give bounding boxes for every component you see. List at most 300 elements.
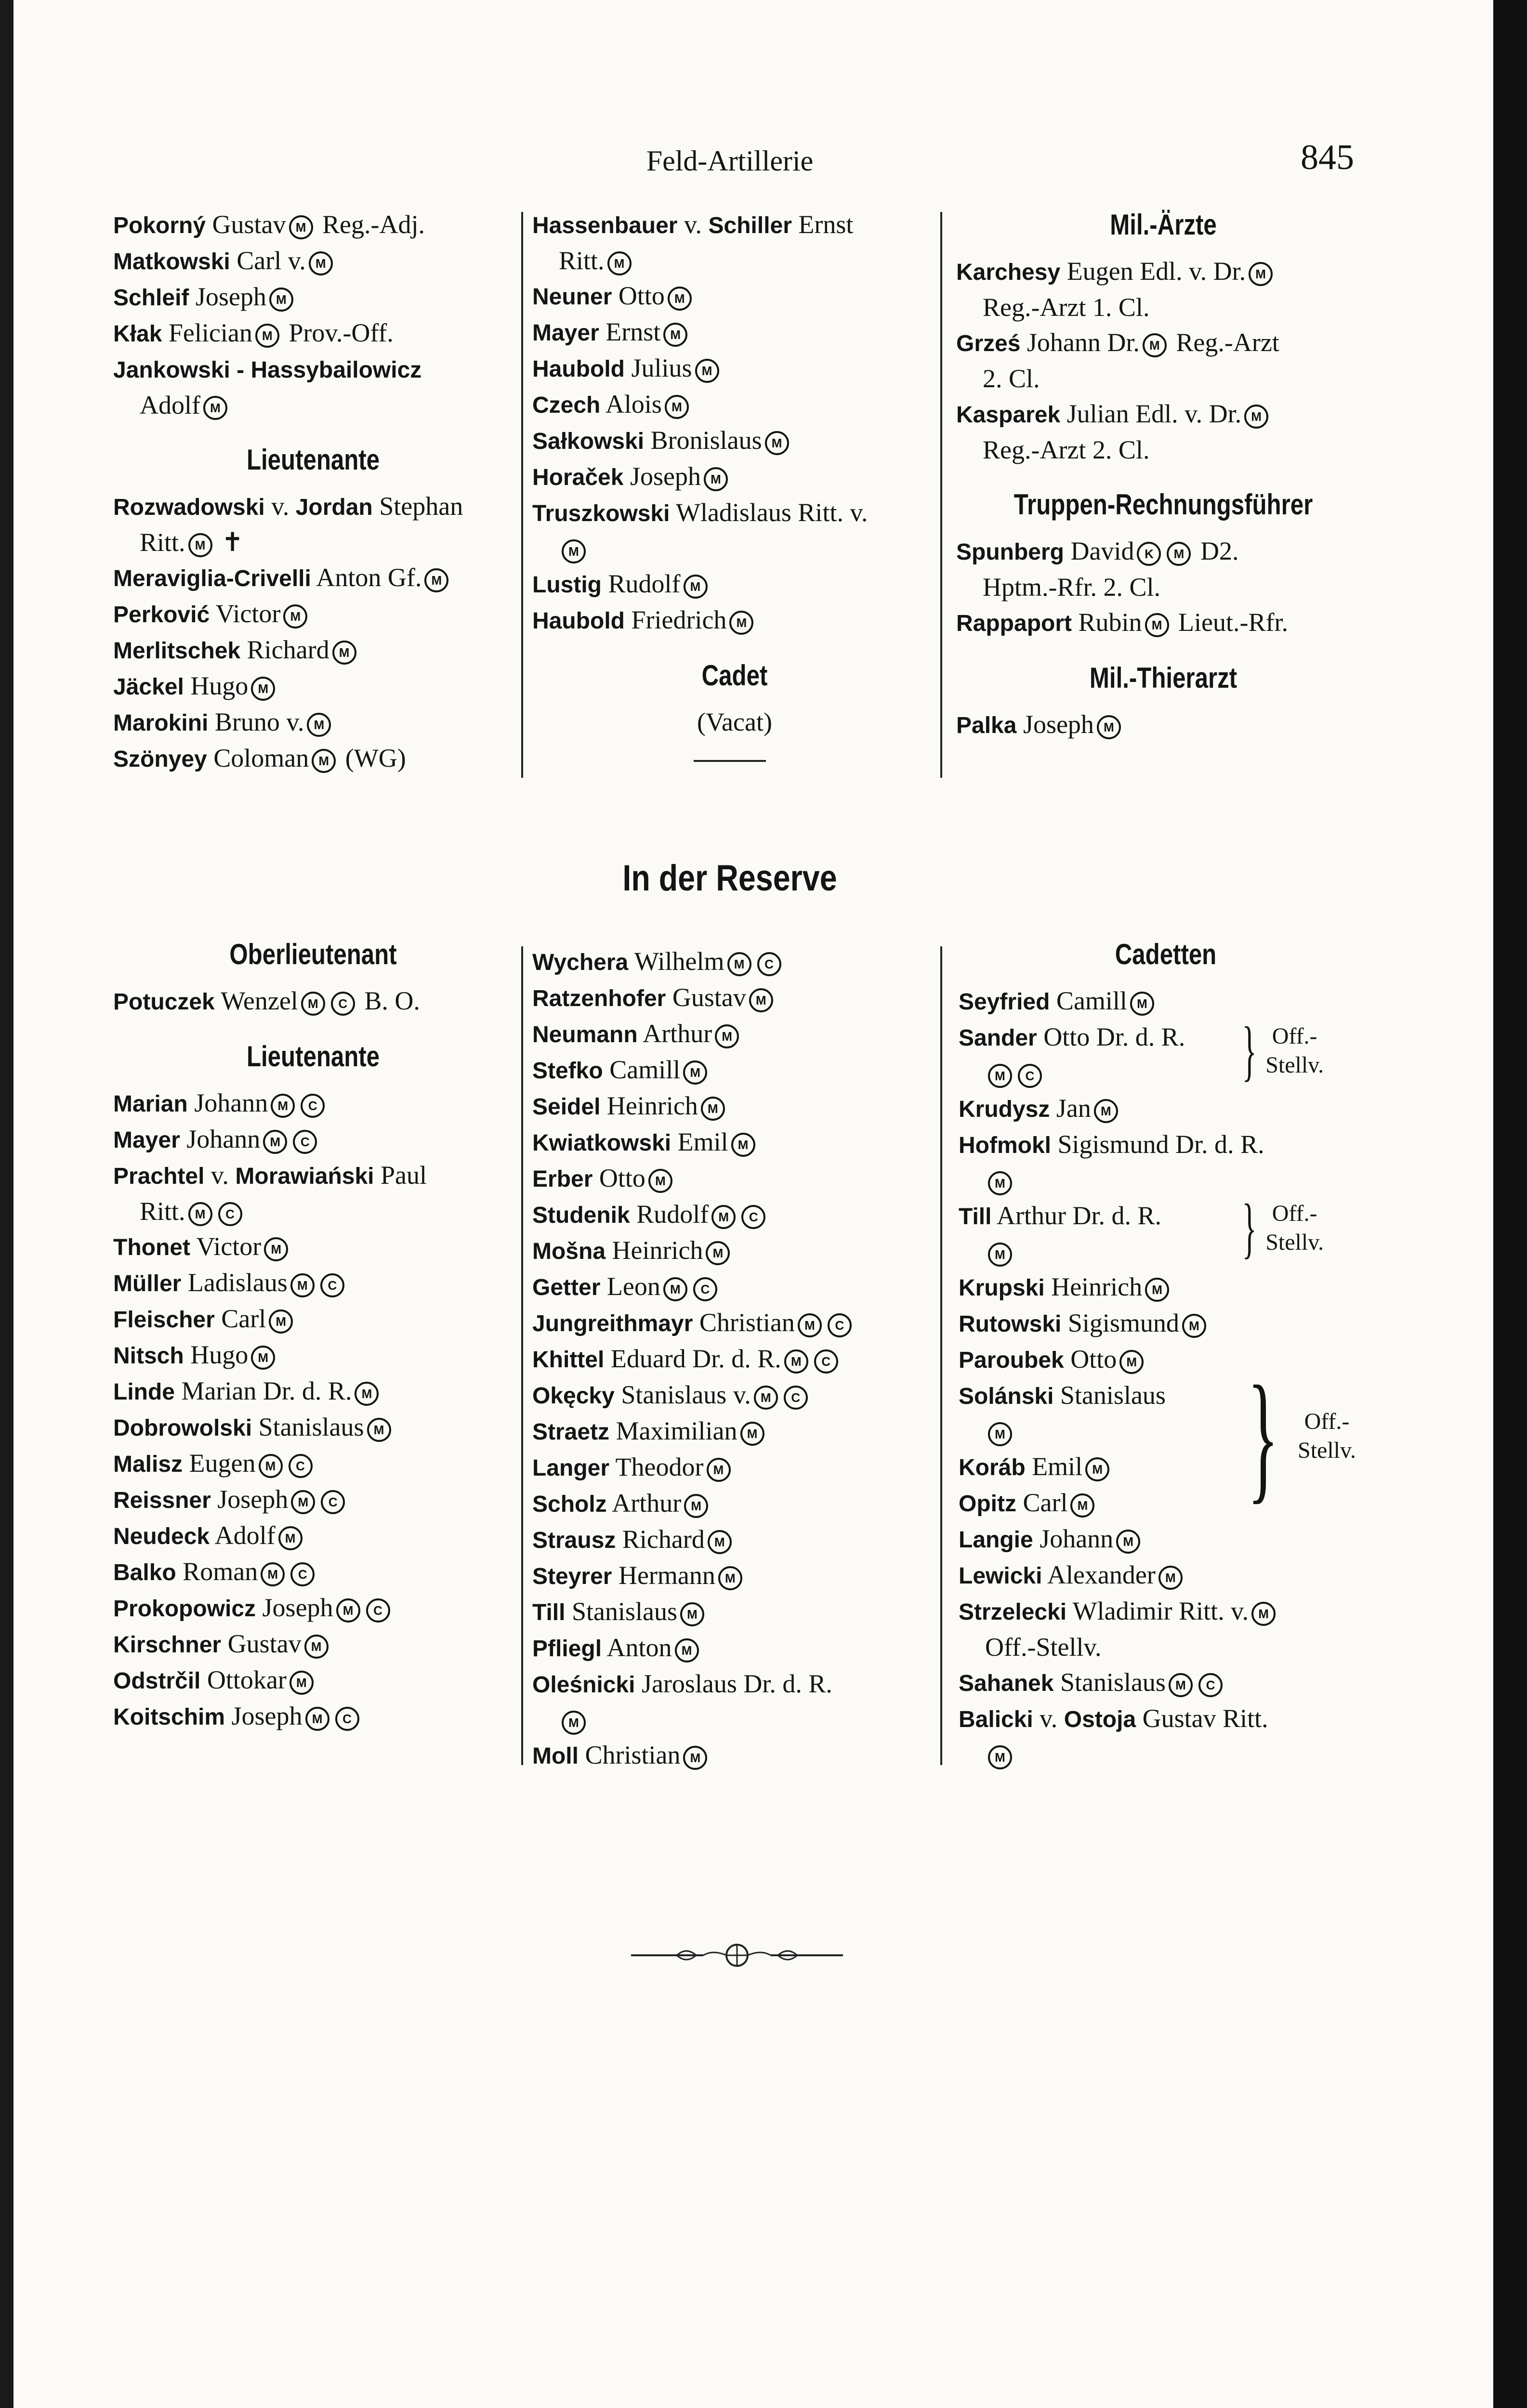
given-name: Rudolf: [630, 1200, 709, 1229]
entry-continuation: Hptm.-Rfr. 2. Cl.: [983, 573, 1161, 602]
given-name: Felician: [162, 318, 252, 347]
entry-continuation: Reg.-Arzt 1. Cl.: [983, 293, 1150, 322]
given-name: Bronislaus: [644, 426, 762, 455]
surname: Scholz: [532, 1492, 607, 1517]
reserve-column-2: [532, 944, 937, 1774]
surname: Rozwadowski: [113, 495, 265, 520]
given-name: Arthur: [606, 1489, 682, 1518]
given-name: Anton: [602, 1633, 672, 1662]
given-name: v.: [1033, 1704, 1064, 1733]
rank-note: Reg.-Adj.: [316, 210, 425, 239]
surname: Erber: [532, 1166, 593, 1192]
list-entry: [956, 605, 1370, 641]
surname: Lustig: [532, 572, 602, 598]
surname: Oleśnicki: [532, 1672, 635, 1698]
reserve-title: In der Reserve: [622, 858, 837, 899]
m-mark-icon: M: [708, 1530, 732, 1554]
surname: Merlitschek: [113, 638, 241, 664]
surname: Haubold: [532, 356, 625, 382]
surname-second: Schiller: [708, 213, 792, 238]
list-entry: [532, 1233, 937, 1269]
list-entry: [532, 980, 937, 1016]
given-name: Ladislaus: [181, 1268, 288, 1297]
surname: Thonet: [113, 1235, 190, 1260]
surname: Prokopowicz: [113, 1596, 256, 1622]
m-mark-icon: M: [1143, 333, 1167, 357]
m-mark-icon: M: [731, 1133, 755, 1157]
m-mark-icon: M: [648, 1169, 672, 1193]
list-entry: [113, 1374, 513, 1410]
given-name: Ernst: [599, 317, 661, 346]
surname: Strzelecki: [959, 1599, 1067, 1625]
surname: Kłak: [113, 321, 162, 347]
given-name: Anton Gf.: [311, 563, 422, 592]
surname: Seidel: [532, 1094, 601, 1120]
list-entry: [959, 1630, 1373, 1665]
brace-glyph: }: [1242, 1013, 1257, 1088]
surname: Hassenbauer: [532, 213, 678, 238]
list-entry: [113, 1122, 513, 1158]
surname: Fleischer: [113, 1307, 215, 1333]
given-name: Julius: [624, 353, 692, 382]
brace-glyph: }: [1247, 1356, 1279, 1516]
c-mark-icon: C: [784, 1386, 808, 1410]
m-mark-icon: M: [290, 1671, 314, 1695]
m-mark-icon: M: [707, 1458, 731, 1482]
m-mark-icon: M: [784, 1349, 808, 1374]
m-mark-icon: M: [1070, 1493, 1094, 1518]
doctor-list: [956, 254, 1370, 468]
m-mark-icon: M: [727, 952, 751, 976]
list-entry: [113, 1662, 513, 1699]
m-mark-icon: M: [1097, 715, 1121, 739]
list-entry: [959, 1737, 1373, 1772]
top-column-1: [113, 207, 513, 777]
c-mark-icon: C: [290, 1562, 315, 1586]
short-rule: [694, 760, 766, 762]
given-name: Johann: [187, 1088, 268, 1117]
section-heading-cadet: Cadet: [701, 659, 768, 692]
given-name: Marian Dr. d. R.: [175, 1376, 352, 1405]
veterinarian-list: [956, 707, 1370, 743]
column-divider: [521, 212, 523, 778]
brace-group-2: [1233, 1191, 1324, 1265]
given-name: Richard: [240, 635, 329, 664]
given-name: Jan: [1050, 1094, 1091, 1123]
m-mark-icon: M: [251, 1346, 275, 1370]
c-mark-icon: C: [331, 992, 355, 1016]
m-mark-icon: M: [665, 395, 689, 419]
m-mark-icon: M: [1182, 1314, 1206, 1338]
given-name: Otto: [1064, 1345, 1117, 1374]
given-name: Stephan: [372, 492, 463, 521]
list-entry: [956, 325, 1370, 361]
given-name: Johann: [1033, 1524, 1114, 1553]
surname: Opitz: [959, 1491, 1016, 1517]
given-name: Wladimir Ritt. v.: [1066, 1597, 1249, 1625]
given-name: Eduard Dr. d. R.: [604, 1344, 781, 1373]
list-entry: [532, 1522, 937, 1558]
brace-glyph: }: [1242, 1191, 1257, 1265]
section-heading-lieutenante: Lieutenante: [246, 1040, 380, 1073]
m-mark-icon: M: [718, 1566, 742, 1590]
list-entry: [532, 1666, 937, 1702]
list-entry: [532, 1630, 937, 1666]
list-entry: [532, 1161, 937, 1197]
m-mark-icon: M: [336, 1598, 360, 1623]
m-mark-icon: M: [367, 1418, 391, 1442]
m-mark-icon: M: [203, 396, 227, 420]
given-name: Sigismund Dr. d. R.: [1051, 1130, 1264, 1159]
given-name: Johann Dr.: [1020, 328, 1140, 357]
section-heading-oberlieutenant: Oberlieutenant: [229, 938, 397, 970]
surname: Truszkowski: [532, 501, 670, 526]
rank-note: B. O.: [357, 986, 420, 1015]
c-mark-icon: C: [693, 1277, 717, 1301]
surname: Malisz: [113, 1452, 183, 1477]
given-name: Emil: [1025, 1452, 1083, 1481]
brace-label: Off.- Stellv.: [1298, 1409, 1356, 1463]
rank-note: Prov.-Off.: [282, 318, 394, 347]
list-entry: [113, 1446, 513, 1482]
m-mark-icon: M: [711, 1205, 736, 1229]
entry-continuation: Off.-Stellv.: [985, 1633, 1102, 1662]
m-mark-icon: M: [1116, 1530, 1140, 1554]
given-name: Camill: [603, 1055, 681, 1084]
list-entry: [532, 495, 937, 531]
surname: Sahanek: [959, 1671, 1054, 1696]
m-mark-icon: M: [424, 568, 448, 592]
list-entry: [959, 1306, 1373, 1342]
given-name: Joseph: [225, 1701, 303, 1730]
given-name: Bruno v.: [208, 707, 304, 736]
given-name: Otto: [612, 281, 665, 310]
list-entry: [959, 1127, 1373, 1163]
m-mark-icon: M: [1145, 613, 1169, 637]
m-mark-icon: M: [263, 1130, 287, 1154]
given-name: Alois: [600, 390, 662, 419]
list-entry: [532, 243, 937, 278]
surname: Prachtel: [113, 1164, 205, 1189]
given-name: Ernst: [791, 210, 854, 239]
surname: Seyfried: [959, 989, 1050, 1015]
list-entry: [959, 1091, 1373, 1127]
officer-list: [113, 207, 513, 423]
m-mark-icon: M: [988, 1422, 1012, 1446]
list-entry: [113, 1482, 513, 1518]
surname: Grześ: [956, 331, 1021, 356]
list-entry: [532, 1016, 937, 1052]
surname: Solánski: [959, 1384, 1054, 1409]
list-entry: [959, 1521, 1373, 1557]
list-entry: [532, 1594, 937, 1630]
given-name: Leon: [600, 1272, 660, 1301]
list-entry: [113, 560, 513, 596]
m-mark-icon: M: [355, 1382, 379, 1406]
surname: Hofmokl: [959, 1133, 1051, 1158]
surname: Till: [532, 1600, 566, 1625]
surname: Okęcky: [532, 1383, 615, 1409]
given-name: Rubin: [1072, 608, 1142, 637]
m-mark-icon: M: [278, 1526, 303, 1550]
surname: Jungreithmayr: [532, 1311, 693, 1336]
section-heading-thierarzt: Mil.-Thierarzt: [1089, 662, 1237, 694]
surname: Spunberg: [956, 539, 1064, 565]
m-mark-icon: M: [1094, 1099, 1118, 1123]
list-entry: [959, 1163, 1373, 1198]
surname: Dobrowolski: [113, 1415, 252, 1441]
surname: Strausz: [532, 1528, 616, 1553]
surname: Neumann: [532, 1022, 638, 1047]
given-name: Heinrich: [1044, 1272, 1143, 1301]
surname: Krupski: [959, 1275, 1045, 1301]
surname: Palka: [956, 713, 1017, 738]
given-name: Otto: [592, 1164, 645, 1192]
c-mark-icon: C: [741, 1205, 765, 1229]
m-mark-icon: M: [264, 1237, 288, 1261]
m-mark-icon: M: [675, 1638, 699, 1662]
c-mark-icon: C: [1018, 1064, 1042, 1088]
surname: Schleif: [113, 285, 189, 311]
given-name: Gustav Ritt.: [1136, 1704, 1268, 1733]
surname: Jankowski - Hassybailowicz: [113, 357, 422, 383]
list-entry: [959, 1665, 1373, 1701]
given-name: Christian: [578, 1741, 681, 1769]
given-name: Stanislaus: [1053, 1381, 1166, 1410]
m-mark-icon: M: [251, 677, 275, 701]
m-mark-icon: M: [261, 1562, 285, 1586]
m-mark-icon: M: [1130, 992, 1154, 1016]
given-name: Ottokar: [200, 1665, 287, 1694]
surname: Sander: [959, 1025, 1037, 1051]
surname: Till: [959, 1204, 992, 1230]
list-entry: [532, 944, 937, 980]
reserve-lieutenant-list: [532, 944, 937, 1774]
given-name: Jaroslaus Dr. d. R.: [635, 1669, 832, 1698]
reserve-oberlieutenant-list: [113, 983, 513, 1020]
scan-edge-left: [0, 0, 13, 2408]
m-mark-icon: M: [291, 1490, 315, 1514]
m-mark-icon: M: [332, 641, 356, 665]
surname: Koitschim: [113, 1704, 225, 1730]
given-name: Friedrich: [624, 605, 727, 634]
list-entry: [532, 1341, 937, 1377]
column-divider: [521, 946, 523, 1765]
cadet-vacat: (Vacat): [697, 707, 772, 736]
m-mark-icon: M: [695, 359, 719, 383]
surname: Rutowski: [959, 1311, 1062, 1337]
c-mark-icon: C: [321, 1490, 345, 1514]
brace-group-1: [1233, 1013, 1324, 1088]
list-entry: [956, 396, 1370, 432]
m-mark-icon: M: [988, 1171, 1012, 1195]
m-mark-icon: M: [740, 1422, 764, 1446]
given-name: Maximilian: [609, 1416, 737, 1445]
m-mark-icon: M: [798, 1313, 822, 1337]
m-mark-icon: M: [269, 1309, 293, 1334]
reserve-lieutenant-list: [113, 1086, 513, 1735]
m-mark-icon: M: [562, 539, 586, 563]
surname: Horaček: [532, 465, 624, 490]
scan-edge-right: [1493, 0, 1527, 2408]
surname: Neudeck: [113, 1524, 210, 1549]
given-name: Hugo: [184, 1340, 249, 1369]
list-entry: [113, 279, 513, 315]
surname: Studenik: [532, 1203, 630, 1228]
list-entry: [532, 351, 937, 387]
list-entry: [532, 459, 937, 495]
c-mark-icon: C: [814, 1349, 838, 1374]
list-entry: [113, 1410, 513, 1446]
paymaster-list: [956, 534, 1370, 641]
given-name: Alexander: [1042, 1560, 1156, 1589]
entry-continuation: Adolf: [140, 391, 200, 419]
m-mark-icon: M: [271, 1094, 295, 1118]
list-entry: [959, 1269, 1373, 1306]
list-entry: [113, 315, 513, 352]
given-name: Joseph: [189, 282, 266, 311]
rank-note: D2.: [1194, 537, 1239, 565]
given-name: Carl: [1016, 1488, 1068, 1517]
m-mark-icon: M: [188, 533, 212, 557]
surname: Neuner: [532, 284, 612, 310]
m-mark-icon: M: [301, 992, 325, 1016]
m-mark-icon: M: [1251, 1602, 1276, 1626]
column-divider: [940, 212, 942, 778]
entry-continuation: Ritt.: [559, 246, 605, 275]
surname: Kwiatkowski: [532, 1130, 671, 1156]
surname: Pfliegl: [532, 1636, 602, 1662]
given-name: Adolf: [210, 1521, 276, 1550]
m-mark-icon: M: [701, 1097, 725, 1121]
list-entry: [113, 741, 513, 777]
list-entry: [532, 314, 937, 351]
surname: Kasparek: [956, 402, 1061, 428]
given-name: Arthur Dr. d. R.: [991, 1201, 1161, 1230]
given-name: Hugo: [184, 671, 249, 700]
given-name: Hermann: [612, 1561, 715, 1590]
m-mark-icon: M: [290, 1273, 315, 1297]
given-name: Joseph: [1016, 710, 1094, 739]
brace-label: Off.- Stellv.: [1265, 1201, 1324, 1255]
list-entry: [959, 1594, 1373, 1630]
list-entry: [113, 1158, 513, 1194]
surname: Marokini: [113, 710, 209, 736]
lieutenant-list: [113, 489, 513, 777]
list-entry: [532, 566, 937, 602]
m-mark-icon: M: [312, 749, 336, 773]
list-entry: [532, 602, 937, 639]
list-entry: [532, 1052, 937, 1088]
list-entry: [956, 254, 1370, 290]
page-number: 845: [1301, 138, 1354, 177]
list-entry: [113, 1337, 513, 1374]
surname: Steyrer: [532, 1564, 612, 1589]
list-entry: [532, 1088, 937, 1125]
m-mark-icon: M: [729, 611, 753, 635]
surname: Müller: [113, 1271, 182, 1296]
given-name: Paul: [374, 1161, 427, 1190]
m-mark-icon: M: [269, 288, 293, 312]
list-entry: [532, 1558, 937, 1594]
list-entry: [113, 1590, 513, 1626]
surname: Mošna: [532, 1239, 606, 1264]
entry-continuation: Ritt.: [140, 1197, 185, 1226]
list-entry: [532, 1486, 937, 1522]
cadetten-list: [959, 983, 1373, 1772]
list-entry: [113, 596, 513, 632]
officer-list: [532, 207, 937, 639]
surname-second: Ostoja: [1064, 1707, 1136, 1732]
top-column-2: [532, 207, 937, 740]
top-column-3: [956, 207, 1370, 743]
m-mark-icon: M: [1169, 1673, 1193, 1697]
surname: Balicki: [959, 1707, 1033, 1732]
m-mark-icon: M: [663, 1277, 687, 1301]
column-divider: [940, 946, 942, 1765]
given-name: Gustav: [666, 983, 746, 1012]
m-mark-icon: M: [289, 215, 313, 239]
list-entry: [113, 1301, 513, 1337]
list-entry: [113, 243, 513, 279]
list-entry: [532, 1269, 937, 1305]
entry-continuation: Reg.-Arzt 2. Cl.: [983, 435, 1150, 464]
c-mark-icon: C: [1198, 1673, 1223, 1697]
section-heading-cadetten: Cadetten: [1115, 938, 1217, 970]
m-mark-icon: M: [684, 1494, 708, 1518]
surname: Krudysz: [959, 1097, 1050, 1122]
c-mark-icon: C: [757, 952, 781, 976]
surname: Reissner: [113, 1488, 211, 1513]
c-mark-icon: C: [335, 1707, 359, 1731]
list-entry: [956, 707, 1370, 743]
surname: Rappaport: [956, 611, 1072, 636]
list-entry: [956, 290, 1370, 325]
entry-continuation: 2. Cl.: [983, 364, 1040, 393]
given-name: Wilhelm: [628, 947, 724, 976]
list-entry: [532, 1305, 937, 1341]
given-name: Theodor: [609, 1453, 704, 1481]
m-mark-icon: M: [307, 713, 331, 737]
given-name: Wladislaus Ritt. v.: [670, 498, 868, 527]
given-name: Emil: [671, 1127, 728, 1156]
m-mark-icon: M: [668, 287, 692, 311]
m-mark-icon: M: [754, 1386, 778, 1410]
m-mark-icon: M: [988, 1064, 1012, 1088]
surname: Jäckel: [113, 674, 184, 700]
c-mark-icon: C: [320, 1273, 344, 1297]
list-entry: [113, 525, 513, 560]
list-entry: [113, 1626, 513, 1662]
list-entry: [113, 1554, 513, 1590]
section-heading-rechnungsfuehrer: Truppen-Rechnungsführer: [1014, 488, 1313, 521]
m-mark-icon: M: [765, 431, 789, 455]
list-entry: [532, 1413, 937, 1450]
surname: Matkowski: [113, 249, 230, 275]
list-entry: [959, 1701, 1373, 1737]
m-mark-icon: M: [749, 988, 773, 1012]
m-mark-icon: M: [1167, 542, 1191, 566]
given-name: Joseph: [623, 462, 701, 491]
given-name: Richard: [616, 1525, 705, 1554]
given-name: v.: [204, 1161, 236, 1190]
surname: Langer: [532, 1455, 610, 1481]
surname-second: Morawiański: [235, 1164, 374, 1189]
c-mark-icon: C: [366, 1598, 390, 1623]
list-entry: [532, 531, 937, 566]
list-entry: [532, 278, 937, 314]
list-entry: [113, 1518, 513, 1554]
